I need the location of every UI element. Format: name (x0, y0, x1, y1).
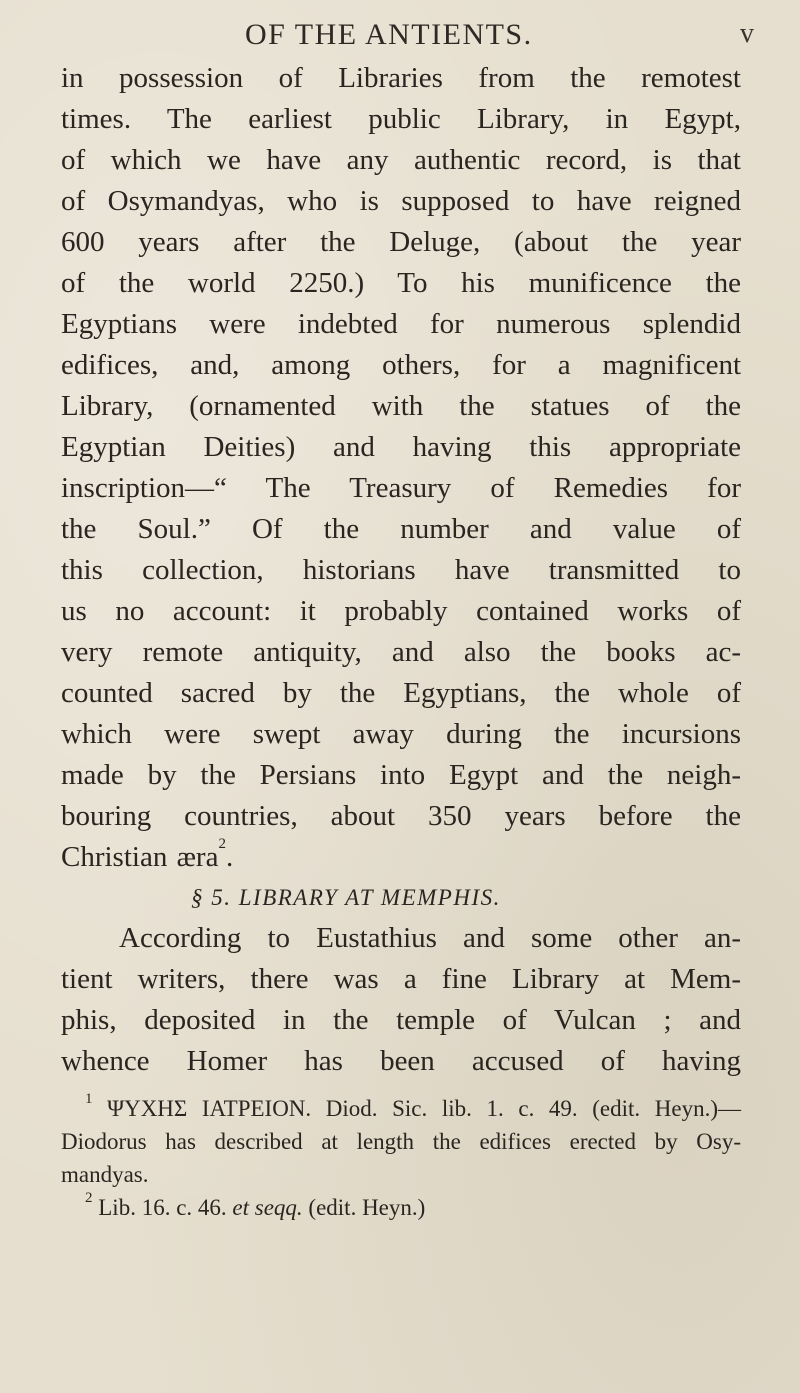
text-line: in possession of Libraries from the remotest (61, 62, 741, 94)
text-line: phis, deposited in the temple of Vulcan ; and (61, 1004, 741, 1036)
section-heading: § 5. LIBRARY AT MEMPHIS. (191, 885, 501, 910)
text-fragment: . (225, 841, 234, 873)
text-line: of Osymandyas, who is supposed to have reigned (61, 185, 741, 217)
running-head (0, 14, 800, 54)
text-line: tient writers, there was a fine Library at Mem- (61, 963, 741, 995)
text-line: made by the Persians into Egypt and the neigh- (61, 759, 741, 791)
footnote-marker: 2 (218, 836, 226, 852)
text-line (61, 837, 741, 878)
footnote-marker: 2 (85, 1190, 93, 1206)
text-fragment: Christian æra (61, 841, 219, 873)
text-line: Egyptian Deities) and having this appropriate (61, 431, 741, 463)
text-line: very remote antiquity, and also the books ac- (61, 636, 741, 668)
footnote-line: Diodorus has described at length the edifices erected by Osy- (61, 1129, 741, 1154)
text-line: of which we have any authentic record, is that (61, 144, 741, 176)
text-line: According to Eustathius and some other an- (119, 922, 741, 954)
text-line: Egyptians were indebted for numerous splendid (61, 308, 741, 340)
page-number: v (740, 18, 754, 49)
footnote-text: (edit. Heyn.) (308, 1195, 426, 1220)
footnote-marker: 1 (85, 1091, 93, 1107)
footnote-text: ΨΥΧΗΣ ΙΑΤΡΕΙΟΝ. Diod. Sic. lib. 1. c. 49. (edit. Heyn.)— (107, 1096, 742, 1121)
body-text (61, 58, 741, 1082)
text-line: of the world 2250.) To his munificence the (61, 267, 741, 299)
text-line: the Soul.” Of the number and value of (61, 513, 741, 545)
text-line: counted sacred by the Egyptians, the whole of (61, 677, 741, 709)
text-line: edifices, and, among others, for a magnificent (61, 349, 741, 381)
text-line: times. The earliest public Library, in Egypt, (61, 103, 741, 135)
text-line: us no account: it probably contained works of (61, 595, 741, 627)
text-line: this collection, historians have transmitted to (61, 554, 741, 586)
footnote-line: mandyas. (61, 1162, 149, 1187)
footnote-line (61, 1191, 741, 1224)
text-line: whence Homer has been accused of having (61, 1045, 741, 1077)
footnotes (61, 1092, 741, 1224)
text-line: bouring countries, about 350 years before the (61, 800, 741, 832)
footnote-line (61, 1092, 741, 1125)
footnote-text: Lib. 16. c. 46. (98, 1195, 227, 1220)
text-line: inscription—“ The Treasury of Remedies for (61, 472, 741, 504)
running-title: OF THE ANTIENTS. (245, 18, 533, 51)
footnote-italic: et seqq. (232, 1195, 303, 1220)
text-line: which were swept away during the incursions (61, 718, 741, 750)
text-line: 600 years after the Deluge, (about the year (61, 226, 741, 258)
text-line: Library, (ornamented with the statues of the (61, 390, 741, 422)
